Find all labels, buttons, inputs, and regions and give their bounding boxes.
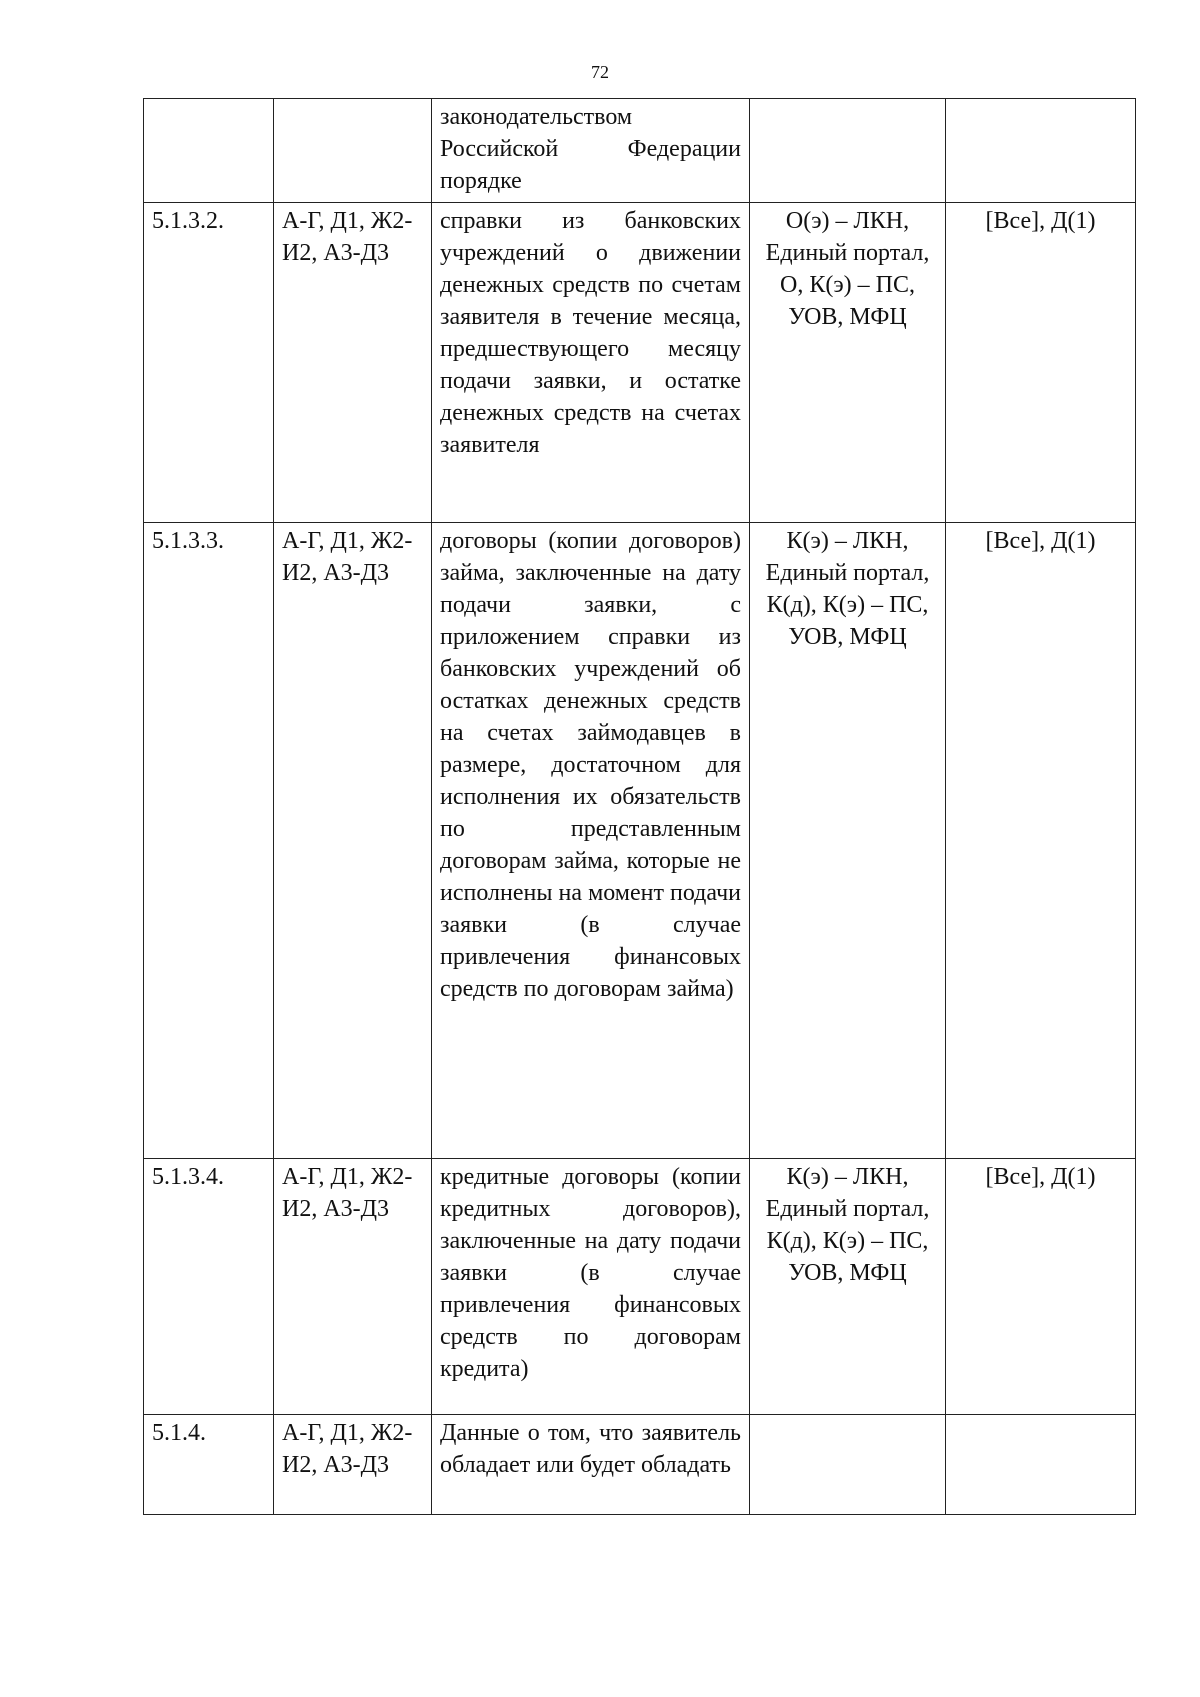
document-description: договоры (копии договоров) займа, заключенные на дату подачи заявки, с приложением справки из банковских учреждений об остатках денежных средств на счетах займодавцев в размере, достаточном для исполнения их обязательств по представленным договорам займа, которые не исполнены на момент подачи заявки (в случае привлечения финансовых средств по договорам займа) <box>432 523 750 1159</box>
submission-method <box>750 99 946 203</box>
requirements-table <box>143 98 1136 1515</box>
table-row <box>144 1159 1136 1415</box>
applicable-to <box>946 99 1136 203</box>
applicant-categories: А-Г, Д1, Ж2-И2, А3-Д3 <box>274 1159 432 1415</box>
document-description: законодательством Российской Федерации порядке <box>432 99 750 203</box>
row-number: 5.1.4. <box>144 1415 274 1515</box>
document-description: Данные о том, что заявитель обладает или будет обладать <box>432 1415 750 1515</box>
submission-method: К(э) – ЛКН, Единый портал, К(д), К(э) – ПС, УОВ, МФЦ <box>750 1159 946 1415</box>
applicable-to: [Все], Д(1) <box>946 203 1136 523</box>
applicable-to <box>946 1415 1136 1515</box>
applicant-categories: А-Г, Д1, Ж2-И2, А3-Д3 <box>274 203 432 523</box>
submission-method: К(э) – ЛКН, Единый портал, К(д), К(э) – ПС, УОВ, МФЦ <box>750 523 946 1159</box>
table-row <box>144 523 1136 1159</box>
submission-method <box>750 1415 946 1515</box>
applicable-to: [Все], Д(1) <box>946 523 1136 1159</box>
row-number <box>144 99 274 203</box>
row-number: 5.1.3.2. <box>144 203 274 523</box>
row-number: 5.1.3.4. <box>144 1159 274 1415</box>
submission-method: О(э) – ЛКН, Единый портал, О, К(э) – ПС, УОВ, МФЦ <box>750 203 946 523</box>
applicant-categories: А-Г, Д1, Ж2-И2, А3-Д3 <box>274 523 432 1159</box>
table-row <box>144 203 1136 523</box>
applicable-to: [Все], Д(1) <box>946 1159 1136 1415</box>
row-number: 5.1.3.3. <box>144 523 274 1159</box>
applicant-categories: А-Г, Д1, Ж2-И2, А3-Д3 <box>274 1415 432 1515</box>
page-number: 72 <box>591 62 609 82</box>
applicant-categories <box>274 99 432 203</box>
document-description: справки из банковских учреждений о движении денежных средств по счетам заявителя в течение месяца, предшествующего месяцу подачи заявки, и остатке денежных средств на счетах заявителя <box>432 203 750 523</box>
table-row <box>144 99 1136 203</box>
table-row <box>144 1415 1136 1515</box>
document-description: кредитные договоры (копии кредитных договоров), заключенные на дату подачи заявки (в случае привлечения финансовых средств по договорам кредита) <box>432 1159 750 1415</box>
